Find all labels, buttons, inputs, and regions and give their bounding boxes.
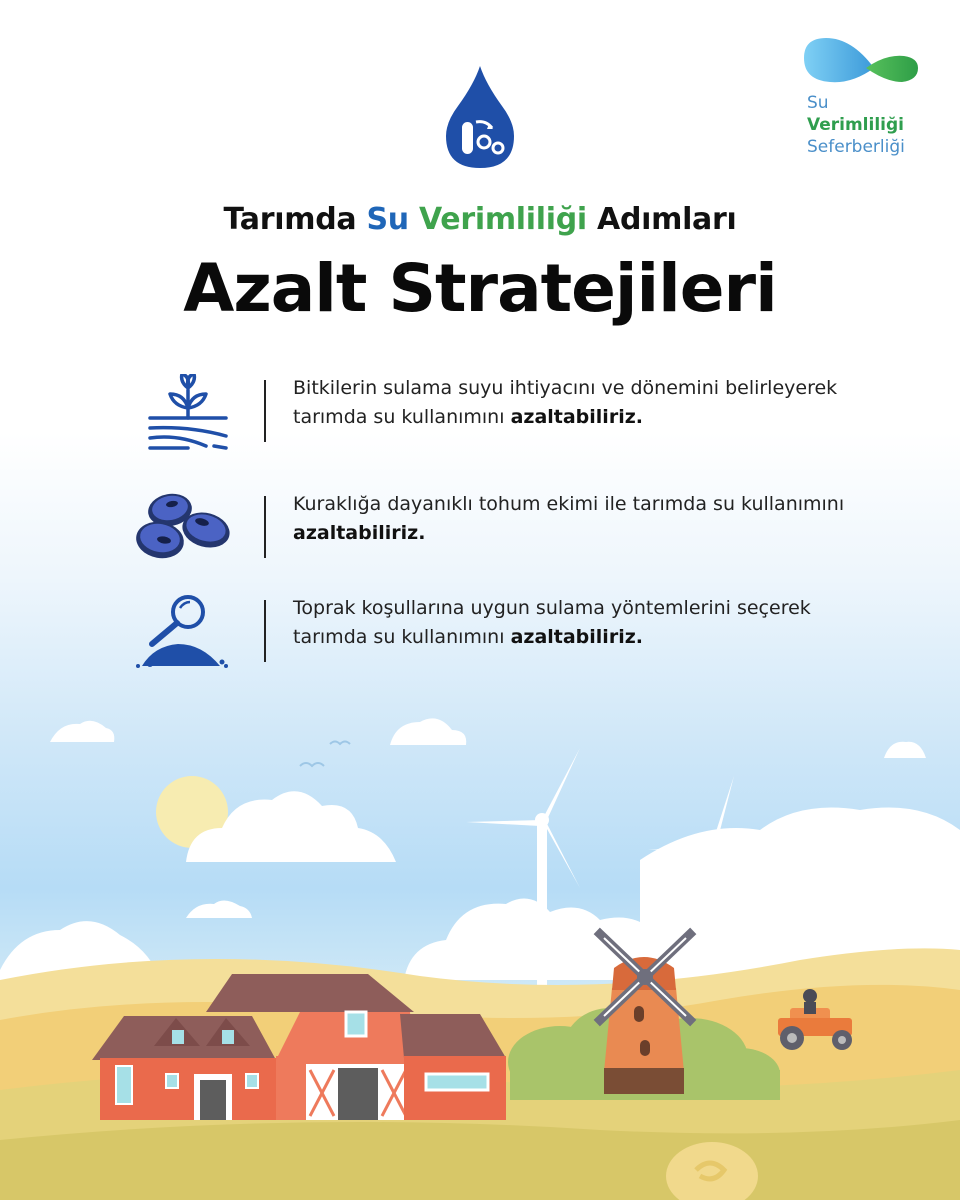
item-divider bbox=[264, 380, 266, 442]
list-item bbox=[130, 490, 850, 570]
seeds-icon bbox=[130, 490, 230, 572]
item-text-emphasis: azaltabiliriz. bbox=[510, 626, 643, 648]
item-text-body: Kuraklığa dayanıklı tohum ekimi ile tarımda su kullanımını bbox=[293, 493, 845, 515]
water-drop-percent-icon bbox=[442, 62, 518, 172]
plant-field-icon bbox=[130, 374, 230, 456]
list-item bbox=[130, 594, 850, 674]
brand-line-2: Seferberliği bbox=[807, 137, 905, 157]
item-text-body: Bitkilerin sulama suyu ihtiyacını ve dönemini belirleyerek tarımda su kullanımını bbox=[293, 377, 838, 428]
page-title: Azalt Stratejileri bbox=[183, 250, 777, 327]
hill bbox=[0, 1120, 960, 1200]
infinity-drop-logo-icon bbox=[800, 34, 920, 90]
item-divider bbox=[264, 496, 266, 558]
soil-magnifier-icon bbox=[130, 594, 230, 676]
subtitle bbox=[0, 202, 960, 237]
brand-line-1 bbox=[807, 92, 925, 136]
subtitle-part-4: Adımları bbox=[597, 202, 737, 237]
subtitle-part-verimliligi: Verimliliği bbox=[419, 202, 587, 237]
subtitle-part-1: Tarımda bbox=[223, 202, 357, 237]
item-text bbox=[293, 594, 853, 652]
brand-logo bbox=[800, 34, 925, 158]
item-text-body: Toprak koşullarına uygun sulama yöntemlerini seçerek tarımda su kullanımını bbox=[293, 597, 811, 648]
clouds bbox=[0, 718, 960, 980]
item-text-emphasis: azaltabiliriz. bbox=[293, 522, 426, 544]
subtitle-part-su: Su bbox=[366, 202, 409, 237]
item-text-emphasis: azaltabiliriz. bbox=[510, 406, 643, 428]
item-divider bbox=[264, 600, 266, 662]
list-item bbox=[130, 374, 850, 454]
item-text bbox=[293, 374, 853, 432]
bird bbox=[300, 763, 324, 766]
item-text bbox=[293, 490, 853, 548]
bird bbox=[330, 742, 350, 745]
brand-su-text: Su bbox=[807, 93, 829, 113]
brand-verimliligi-text: Verimliliği bbox=[807, 115, 904, 135]
